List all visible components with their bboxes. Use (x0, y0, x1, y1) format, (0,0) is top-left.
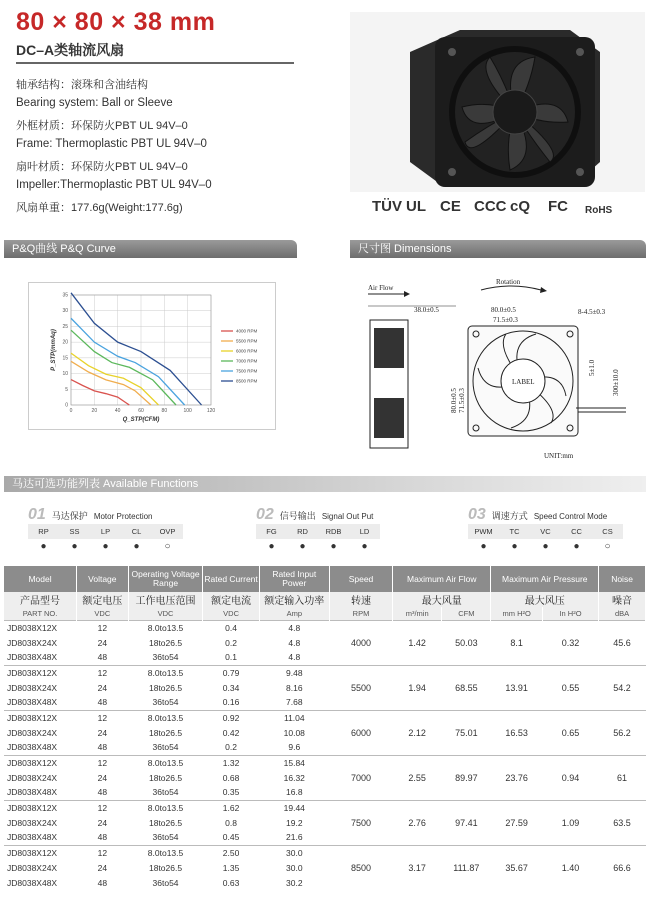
table-cell: 1.35 (222, 862, 240, 873)
function-group-0 (28, 506, 183, 554)
spec-line: Impeller:Thermoplastic PBT UL 94V–0 (16, 178, 212, 191)
hole-spacing-dim: 71.5±0.3 (493, 316, 518, 324)
y-tick-label: 10 (62, 371, 68, 378)
function-mark: ● (330, 541, 337, 552)
function-code: SS (59, 524, 90, 539)
table-cell: 9.6 (288, 742, 301, 753)
table-cell: 48 (97, 742, 108, 753)
function-code: TC (499, 524, 530, 539)
function-code: LD (349, 524, 380, 539)
table-cell: 24 (97, 772, 108, 783)
column-header: Speed (329, 566, 392, 592)
spec-line: 风扇单重：177.6g(Weight:177.6g) (16, 202, 183, 214)
table-cell: 16.32 (283, 772, 305, 783)
cert-5-icon: FC (548, 198, 568, 215)
legend-label-1: 5500 RPM (236, 338, 258, 344)
column-header-cn: 最大风量 (393, 592, 491, 607)
table-cell: 0.68 (222, 772, 240, 783)
table-cell-m3: 3.17 (393, 845, 442, 890)
column-header-cn: 额定电压 (77, 592, 129, 607)
table-cell: JD8038X48X (7, 877, 58, 888)
table-cell: 19.44 (259, 800, 329, 815)
y-tick-label: 15 (62, 355, 68, 362)
table-cell: 36to54 (152, 787, 179, 798)
table-cell-inh2o: 0.94 (542, 755, 598, 800)
legend-label-3: 7000 RPM (236, 358, 258, 364)
height-holes-dim: 71.5±0.3 (458, 388, 466, 413)
table-cell: 4.8 (259, 620, 329, 635)
function-title-cn: 马达保护 (51, 511, 88, 521)
table-cell: 16.8 (286, 787, 303, 798)
column-header-cn: 工作电压范围 (128, 592, 203, 607)
table-cell-speed: 8500 (329, 845, 392, 890)
series-line-1 (71, 361, 151, 405)
fan-graphic (410, 30, 600, 187)
table-cell: 0.34 (222, 682, 240, 693)
function-mark: ● (268, 541, 275, 552)
function-mark: ● (71, 541, 78, 552)
table-cell: JD8038X24X (7, 727, 58, 738)
table-cell: 0.8 (225, 817, 237, 828)
table-cell: JD8038X48X (7, 787, 58, 798)
table-cell: 8.0to13.5 (128, 755, 203, 770)
table-cell: 30.0 (286, 862, 303, 873)
function-mark: ○ (604, 541, 611, 552)
x-tick-label: 20 (91, 408, 98, 414)
y-tick-label: 20 (62, 339, 68, 346)
function-mark: ● (480, 541, 487, 552)
table-cell-m3: 2.76 (393, 800, 442, 845)
table-cell-speed: 5500 (329, 665, 392, 710)
table-cell: 8.16 (286, 682, 303, 693)
function-group-2 (468, 506, 623, 554)
table-cell: 48 (97, 652, 108, 663)
rotation-label: Rotation (496, 278, 521, 286)
table-cell: 24 (97, 817, 108, 828)
table-row (4, 710, 646, 725)
table-cell-m3: 2.12 (393, 710, 442, 755)
column-header-cn: 产品型号 (4, 592, 77, 607)
table-row (4, 845, 646, 860)
function-mark: ● (40, 541, 47, 552)
table-cell-noise: 66.6 (599, 845, 646, 890)
table-cell: 48 (97, 877, 108, 888)
table-cell-noise: 54.2 (599, 665, 646, 710)
table-cell: 0.79 (203, 665, 259, 680)
function-mark: ● (542, 541, 549, 552)
function-number: 01 (28, 506, 46, 523)
spec-line: 外框材质：环保防火PBT UL 94V–0 (16, 120, 188, 132)
table-cell-m3: 1.94 (393, 665, 442, 710)
table-cell: 18to26.5 (148, 727, 183, 738)
table-cell-noise: 56.2 (599, 710, 646, 755)
column-unit: PART NO. (4, 607, 77, 620)
table-cell: JD8038X12X (4, 845, 77, 860)
cert-0-icon: TÜV (372, 198, 402, 215)
cert-2-icon: CE (440, 198, 461, 215)
table-cell: 36to54 (152, 832, 179, 843)
column-header-cn: 噪音 (599, 592, 646, 607)
column-header: Voltage (77, 566, 129, 592)
function-code-table (468, 524, 623, 554)
table-cell: 21.6 (286, 832, 303, 843)
table-cell: JD8038X48X (7, 652, 58, 663)
function-code: CL (121, 524, 152, 539)
table-cell: 2.50 (203, 845, 259, 860)
table-cell-inh2o: 0.32 (542, 620, 598, 665)
table-cell-m3: 2.55 (393, 755, 442, 800)
table-cell: 8.0to13.5 (128, 800, 203, 815)
function-mark: ● (361, 541, 368, 552)
table-cell-mmh2o: 23.76 (491, 755, 543, 800)
table-cell: 0.35 (222, 787, 240, 798)
table-cell: 24 (97, 682, 108, 693)
function-mark: ● (511, 541, 518, 552)
function-code: OVP (152, 524, 183, 539)
table-cell: 0.42 (222, 727, 240, 738)
wire-len-dim: 300±10.0 (612, 369, 620, 396)
table-cell: JD8038X12X (4, 800, 77, 815)
table-cell: 12 (77, 845, 129, 860)
function-code: LP (90, 524, 121, 539)
table-cell-cfm: 50.03 (442, 620, 491, 665)
table-cell: 4.8 (288, 652, 301, 663)
table-cell: 24 (97, 637, 108, 648)
table-cell-speed: 4000 (329, 620, 392, 665)
function-code: PWM (468, 524, 499, 539)
table-cell: 18to26.5 (148, 637, 183, 648)
legend-label-5: 8500 RPM (236, 378, 258, 384)
column-unit: CFM (442, 607, 491, 620)
function-code-table (28, 524, 183, 554)
y-tick-label: 0 (65, 402, 68, 409)
table-cell: JD8038X12X (4, 710, 77, 725)
x-tick-label: 60 (138, 408, 144, 414)
table-row (4, 665, 646, 680)
table-cell: 36to54 (152, 697, 179, 708)
table-cell: 1.62 (203, 800, 259, 815)
table-cell-inh2o: 1.09 (542, 800, 598, 845)
function-mark: ● (573, 541, 580, 552)
table-row (4, 800, 646, 815)
table-cell: 12 (77, 620, 129, 635)
table-cell-mmh2o: 35.67 (491, 845, 543, 890)
table-row (4, 620, 646, 635)
cert-3-icon: CCC (474, 198, 507, 215)
legend-label-4: 7500 RPM (236, 368, 258, 374)
function-title-cn: 调速方式 (491, 511, 528, 521)
table-cell: 15.84 (259, 755, 329, 770)
column-unit: Amp (259, 607, 329, 620)
table-cell: 10.08 (283, 727, 305, 738)
column-header: Model (4, 566, 77, 592)
table-cell-inh2o: 0.65 (542, 710, 598, 755)
table-cell: 12 (77, 755, 129, 770)
table-cell: 18to26.5 (148, 817, 183, 828)
cert-1-icon: UL (406, 198, 426, 215)
table-cell: 18to26.5 (148, 862, 183, 873)
table-cell-mmh2o: 27.59 (491, 800, 543, 845)
width-dim: 80.0±0.5 (491, 306, 516, 314)
table-cell: 8.0to13.5 (128, 620, 203, 635)
column-header: Rated Input Power (259, 566, 329, 592)
x-tick-label: 40 (114, 408, 121, 414)
table-cell: 7.68 (286, 697, 303, 708)
pq-section-header: P&Q曲线 P&Q Curve (4, 240, 297, 258)
table-cell-speed: 7500 (329, 800, 392, 845)
table-cell-inh2o: 1.40 (542, 845, 598, 890)
column-header-cn: 额定输入功率 (259, 592, 329, 607)
table-cell: JD8038X24X (7, 682, 58, 693)
wire-strip-dim: 5±1.0 (588, 359, 596, 376)
table-cell-mmh2o: 8.1 (491, 620, 543, 665)
table-cell: 1.32 (203, 755, 259, 770)
table-row (4, 755, 646, 770)
table-cell: 0.2 (225, 637, 237, 648)
table-cell: 12 (77, 665, 129, 680)
table-cell: 36to54 (152, 742, 179, 753)
functions-section-header: 马达可选功能列表 Available Functions (4, 476, 646, 492)
table-cell: JD8038X12X (4, 665, 77, 680)
table-cell: 4.8 (288, 637, 301, 648)
series-line-4 (71, 318, 185, 405)
table-cell: 0.2 (225, 742, 237, 753)
hole-dia-dim: 8-4.5±0.3 (578, 308, 606, 316)
column-unit: mm H²O (491, 607, 543, 620)
legend-label-0: 4000 RPM (236, 328, 258, 334)
table-cell: 48 (97, 697, 108, 708)
air-flow-label: Air Flow (368, 284, 394, 292)
column-unit: VDC (77, 607, 129, 620)
unit-label: UNIT:mm (544, 452, 574, 460)
table-cell: 18to26.5 (148, 682, 183, 693)
table-cell: JD8038X48X (7, 832, 58, 843)
dimension-drawing (356, 268, 646, 468)
table-cell-noise: 61 (599, 755, 646, 800)
table-cell: 0.45 (222, 832, 240, 843)
column-unit: dBA (599, 607, 646, 620)
column-header: Operating Voltage Range (128, 566, 203, 592)
table-cell: 8.0to13.5 (128, 845, 203, 860)
legend-label-2: 6000 RPM (236, 348, 258, 354)
table-cell-mmh2o: 13.91 (491, 665, 543, 710)
cert-4-icon: cQ (510, 198, 531, 215)
table-cell: 0.4 (203, 620, 259, 635)
spec-line: 轴承结构：滚珠和含油结构 (16, 79, 148, 91)
column-unit: VDC (203, 607, 259, 620)
function-code: CC (561, 524, 592, 539)
table-cell: 0.1 (225, 652, 237, 663)
column-header: Maximum Air Flow (393, 566, 491, 592)
table-cell: JD8038X24X (7, 637, 58, 648)
function-code: RD (287, 524, 318, 539)
x-tick-label: 80 (161, 408, 168, 414)
pq-curve-chart (28, 282, 276, 430)
table-cell: 11.04 (259, 710, 329, 725)
spec-table (4, 566, 646, 890)
series-line-2 (71, 353, 159, 405)
table-cell: 30.0 (259, 845, 329, 860)
dim-section-header: 尺寸图 Dimensions (350, 240, 646, 258)
table-cell-cfm: 68.55 (442, 665, 491, 710)
column-header-cn: 转速 (329, 592, 392, 607)
table-cell: 0.92 (203, 710, 259, 725)
table-cell-mmh2o: 16.53 (491, 710, 543, 755)
column-header-cn: 最大风压 (491, 592, 599, 607)
y-tick-label: 5 (65, 386, 68, 393)
table-cell: JD8038X12X (4, 755, 77, 770)
table-cell-noise: 63.5 (599, 800, 646, 845)
column-unit: In H²O (542, 607, 598, 620)
y-tick-label: 30 (62, 308, 68, 315)
title-divider (16, 62, 294, 64)
table-cell-cfm: 97.41 (442, 800, 491, 845)
table-cell-noise: 45.6 (599, 620, 646, 665)
table-cell: 8.0to13.5 (128, 710, 203, 725)
y-tick-label: 35 (62, 292, 68, 299)
table-cell: 24 (97, 862, 108, 873)
table-cell: 0.16 (222, 697, 240, 708)
table-cell-cfm: 89.97 (442, 755, 491, 800)
function-number: 03 (468, 506, 486, 523)
table-cell: JD8038X48X (7, 697, 58, 708)
table-cell-speed: 6000 (329, 710, 392, 755)
column-header: Maximum Air Pressure (491, 566, 599, 592)
table-cell: 24 (97, 727, 108, 738)
function-code: FG (256, 524, 287, 539)
function-mark: ● (299, 541, 306, 552)
spec-line: Frame: Thermoplastic PBT UL 94V–0 (16, 137, 207, 150)
x-tick-label: 120 (206, 408, 216, 414)
table-cell: JD8038X24X (7, 862, 58, 873)
depth-dim: 38.0±0.5 (414, 306, 439, 314)
spec-line: Bearing system: Ball or Sleeve (16, 96, 173, 109)
cert-6-icon: RoHS (585, 205, 613, 216)
page-subtitle: DC–A类轴流风扇 (16, 42, 125, 58)
function-code: VC (530, 524, 561, 539)
table-cell: JD8038X24X (7, 772, 58, 783)
column-header: Rated Current (203, 566, 259, 592)
table-cell: 8.0to13.5 (128, 665, 203, 680)
table-cell: 48 (97, 832, 108, 843)
function-mark: ● (102, 541, 109, 552)
table-cell: 18to26.5 (148, 772, 183, 783)
column-unit: RPM (329, 607, 392, 620)
table-cell-m3: 1.42 (393, 620, 442, 665)
spec-line: 扇叶材质：环保防火PBT UL 94V–0 (16, 161, 188, 173)
function-mark: ○ (164, 541, 171, 552)
label-text: LABEL (512, 378, 535, 386)
y-axis-label: P_STP(mmAq) (51, 329, 57, 371)
height-dim: 80.0±0.5 (450, 388, 458, 413)
function-code: RP (28, 524, 59, 539)
page-title: 80 × 80 × 38 mm (16, 8, 216, 36)
table-cell: 0.63 (222, 877, 240, 888)
table-cell: JD8038X24X (7, 817, 58, 828)
function-title-en: Speed Control Mode (533, 512, 608, 521)
table-cell-cfm: 111.87 (442, 845, 491, 890)
function-code-table (256, 524, 380, 554)
table-cell: JD8038X12X (4, 620, 77, 635)
function-group-1 (256, 506, 380, 554)
series-line-3 (71, 330, 176, 405)
column-unit: m³/min (393, 607, 442, 620)
table-cell: 12 (77, 710, 129, 725)
function-code: RDB (318, 524, 349, 539)
table-cell-inh2o: 0.55 (542, 665, 598, 710)
function-mark: ● (133, 541, 140, 552)
table-cell: 30.2 (286, 877, 303, 888)
table-cell: 19.2 (286, 817, 303, 828)
table-cell: 9.48 (259, 665, 329, 680)
column-header: Noise (599, 566, 646, 592)
table-cell: 48 (97, 787, 108, 798)
x-axis-label: Q_STP(CFM) (122, 417, 160, 423)
table-cell: 12 (77, 800, 129, 815)
table-cell: 36to54 (152, 877, 179, 888)
function-code: CS (592, 524, 623, 539)
x-tick-label: 0 (69, 408, 73, 414)
table-cell-cfm: 75.01 (442, 710, 491, 755)
x-tick-label: 100 (183, 408, 192, 414)
table-cell: JD8038X48X (7, 742, 58, 753)
column-header-cn: 额定电流 (203, 592, 259, 607)
function-title-en: Motor Protection (93, 512, 153, 521)
function-title-cn: 信号输出 (279, 511, 316, 521)
function-title-en: Signal Out Put (321, 512, 374, 521)
fan-product-image (350, 12, 645, 192)
column-unit: VDC (128, 607, 203, 620)
table-cell: 36to54 (152, 652, 179, 663)
y-tick-label: 25 (62, 323, 68, 330)
function-number: 02 (256, 506, 274, 523)
table-cell-speed: 7000 (329, 755, 392, 800)
